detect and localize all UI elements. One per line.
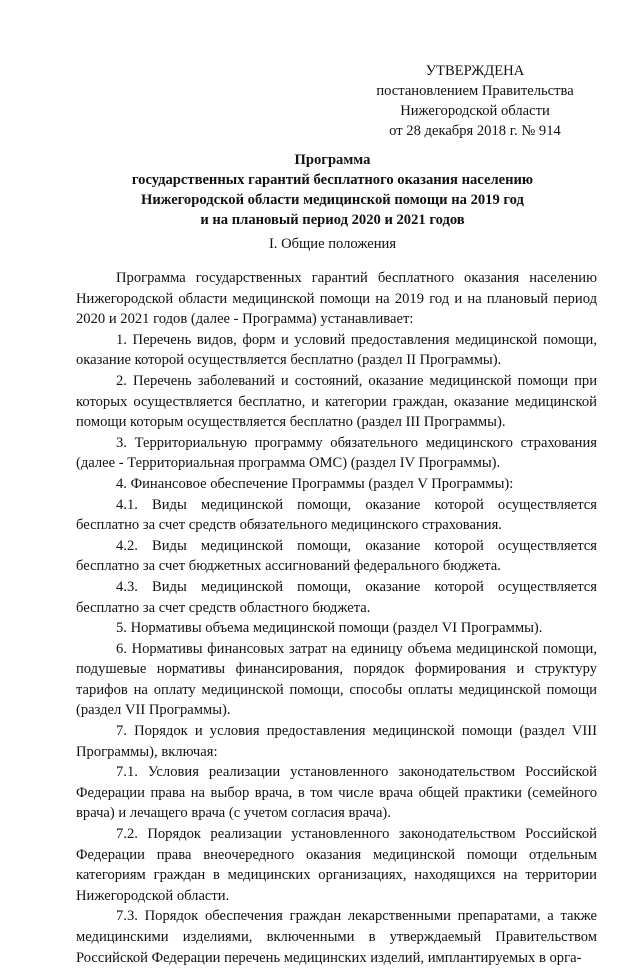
paragraph: 1. Перечень видов, форм и условий предоставления медицинской помощи, оказание которой осуществляется бесплатно (раздел II Программы). [76, 331, 597, 369]
paragraph: 4.1. Виды медицинской помощи, оказание которой осуществляется бесплатно за счет средств обязательного медицинского страхования. [76, 496, 597, 534]
paragraph: 7.3. Порядок обеспечения граждан лекарственными препаратами, а также медицинскими изделиями, включенными в утверждаемый Правительством Российской Федерации перечень медицинских изделий, имплантируемых в орга- [76, 908, 597, 966]
approval-line-2: постановлением Правительства [376, 83, 574, 99]
paragraph: 7. Порядок и условия предоставления медицинской помощи (раздел VIII Программы), включая: [76, 723, 597, 760]
approval-line-4: от 28 декабря 2018 г. № 914 [389, 123, 561, 139]
paragraph: 7.2. Порядок реализации установленного законодательством Российской Федерации права внеочередного оказания медицинской помощи отдельным категориям граждан в медицинских организациях, находящихся на территории Нижегородской области. [76, 826, 597, 904]
document-title [60, 150, 605, 230]
title-line-2: государственных гарантий бесплатного оказания населению [131, 172, 534, 188]
paragraph: 2. Перечень заболеваний и состояний, оказание медицинской помощи при которых осуществляется бесплатно, и категории граждан, оказание медицинской помощи которым осуществляется бесплатно (раздел III Программы). [76, 372, 597, 431]
title-line-1: Программа [294, 152, 371, 168]
approval-stamp [370, 61, 580, 141]
paragraph: 4.2. Виды медицинской помощи, оказание которой осуществляется бесплатно за счет бюджетных ассигнований федерального бюджета. [76, 537, 597, 575]
paragraph: 4. Финансовое обеспечение Программы (раздел V Программы): [116, 475, 514, 492]
section-heading: I. Общие положения [268, 236, 397, 252]
body-text [76, 268, 597, 968]
paragraph: 6. Нормативы финансовых затрат на единицу объема медицинской помощи, подушевые нормативы финансирования, порядок формирования и структуру тарифов на оплату медицинской помощи, способы оплаты медицинской помощи (раздел VII Программы). [76, 640, 597, 719]
approval-line-1: УТВЕРЖДЕНА [425, 63, 525, 79]
paragraph: 5. Нормативы объема медицинской помощи (раздел VI Программы). [116, 620, 543, 637]
paragraph: Программа государственных гарантий бесплатного оказания населению Нижегородской области медицинской помощи на 2019 год и на плановый период 2020 и 2021 годов (далее - Программа) устанавливает: [76, 270, 597, 328]
paragraph: 7.1. Условия реализации установленного законодательством Российской Федерации права на выбор врача, в том числе врача общей практики (семейного врача) и лечащего врача (с учетом согласия врача). [76, 764, 597, 822]
paragraph: 3. Территориальную программу обязательного медицинского страхования (далее - Территориальная программа ОМС) (раздел IV Программы). [76, 434, 597, 472]
title-line-3: Нижегородской области медицинской помощи на 2019 год [141, 192, 524, 208]
title-line-4: и на плановый период 2020 и 2021 годов [200, 212, 465, 228]
approval-line-3: Нижегородской области [400, 103, 550, 119]
paragraph: 4.3. Виды медицинской помощи, оказание которой осуществляется бесплатно за счет средств областного бюджета. [76, 578, 597, 616]
